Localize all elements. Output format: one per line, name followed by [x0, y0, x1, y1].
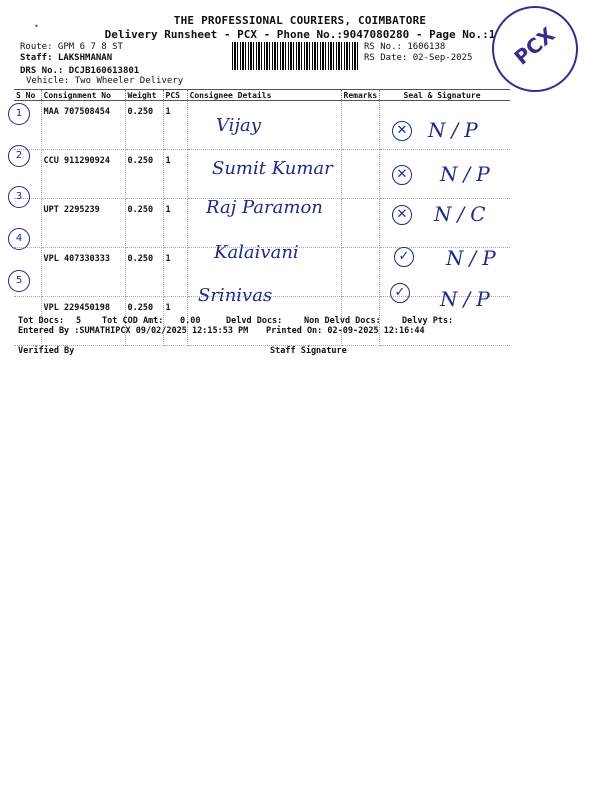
consignment-no: CCU 911290924 [41, 150, 125, 199]
pcx-stamp [492, 6, 578, 92]
sno-circle: 4 [8, 228, 30, 250]
weight: 0.250 [125, 248, 163, 297]
consignment-no: VPL 229450198 [41, 297, 125, 346]
signature-mark-icon: ✕ [392, 121, 412, 141]
consignment-no: MAA 707508454 [41, 101, 125, 150]
signature-remark: N/P [446, 246, 502, 270]
stamp-text: PCX [509, 22, 560, 70]
signature-mark-icon: ✕ [392, 165, 412, 185]
delvy-pts-label: Delvy Pts: [402, 316, 454, 326]
tot-cod-label: Tot COD Amt: [102, 316, 164, 326]
signature-remark: N/C [434, 202, 492, 226]
signature-mark-icon: ✕ [392, 205, 412, 225]
signature-mark-icon: ✓ [390, 283, 410, 303]
consignee-handwritten-name: Raj Paramon [206, 197, 323, 218]
weight: 0.250 [125, 101, 163, 150]
consignee-handwritten-name: Vijay [216, 115, 261, 136]
tot-docs-value: 5 [76, 316, 82, 326]
signature-remark: N/P [440, 287, 496, 311]
company-title: THE PROFESSIONAL COURIERS, COIMBATORE [173, 14, 427, 27]
col-remarks: Remarks [341, 90, 379, 101]
consignment-no: UPT 2295239 [41, 199, 125, 248]
rs-number: RS No.: 1606138 [364, 42, 446, 52]
sno-circle: 1 [8, 103, 30, 125]
sno-circle: 5 [8, 270, 30, 292]
weight: 0.250 [125, 150, 163, 199]
printed-on: Printed On: 02-09-2025 12:16:44 [266, 326, 425, 336]
delvd-docs-label: Delvd Docs: [226, 316, 283, 326]
col-sno: S No [14, 90, 41, 101]
barcode-image [232, 42, 360, 70]
non-delvd-docs-label: Non Delvd Docs: [304, 316, 381, 326]
pcs: 1 [163, 248, 187, 297]
corner-mark: • [34, 22, 39, 31]
consignee-handwritten-name: Sumit Kumar [212, 158, 333, 179]
col-consignee: Consignee Details [187, 90, 341, 101]
staff-label: Staff: LAKSHMANAN [20, 53, 113, 63]
signature-remark: N/P [440, 162, 496, 186]
consignment-no: VPL 407330333 [41, 248, 125, 297]
runsheet-subtitle: Delivery Runsheet - PCX - Phone No.:9047080280 - Page No.:1 [104, 28, 496, 41]
drs-number: DRS No.: DCJB160613801 [20, 66, 140, 76]
weight: 0.250 [125, 199, 163, 248]
pcs: 1 [163, 297, 187, 346]
weight: 0.250 [125, 297, 163, 346]
consignee-handwritten-name: Kalaivani [214, 242, 299, 263]
rs-date: RS Date: 02-Sep-2025 [364, 53, 473, 63]
sno-circle: 2 [8, 145, 30, 167]
tot-docs-label: Tot Docs: [18, 316, 65, 326]
entered-by: Entered By :SUMATHIPCX 09/02/2025 12:15:53 PM [18, 326, 249, 336]
vehicle-label: Vehicle: Two Wheeler Delivery [26, 76, 184, 86]
signature-remark: N/P [428, 118, 484, 142]
pcs: 1 [163, 199, 187, 248]
col-weight: Weight [125, 90, 163, 101]
tot-cod-value: 0.00 [180, 316, 201, 326]
pcs: 1 [163, 150, 187, 199]
staff-signature-label: Staff Signature [270, 346, 347, 356]
consignee-handwritten-name: Srinivas [198, 285, 273, 306]
pcs: 1 [163, 101, 187, 150]
table-header-row [14, 90, 510, 101]
route-label: Route: GPM 6 7 8 ST [20, 42, 123, 52]
signature-mark-icon: ✓ [394, 247, 414, 267]
col-consignment: Consignment No [41, 90, 125, 101]
col-pcs: PCS [163, 90, 187, 101]
col-seal-signature: Seal & Signature [379, 90, 510, 101]
sno-circle: 3 [8, 186, 30, 208]
verified-by-label: Verified By [18, 346, 75, 356]
